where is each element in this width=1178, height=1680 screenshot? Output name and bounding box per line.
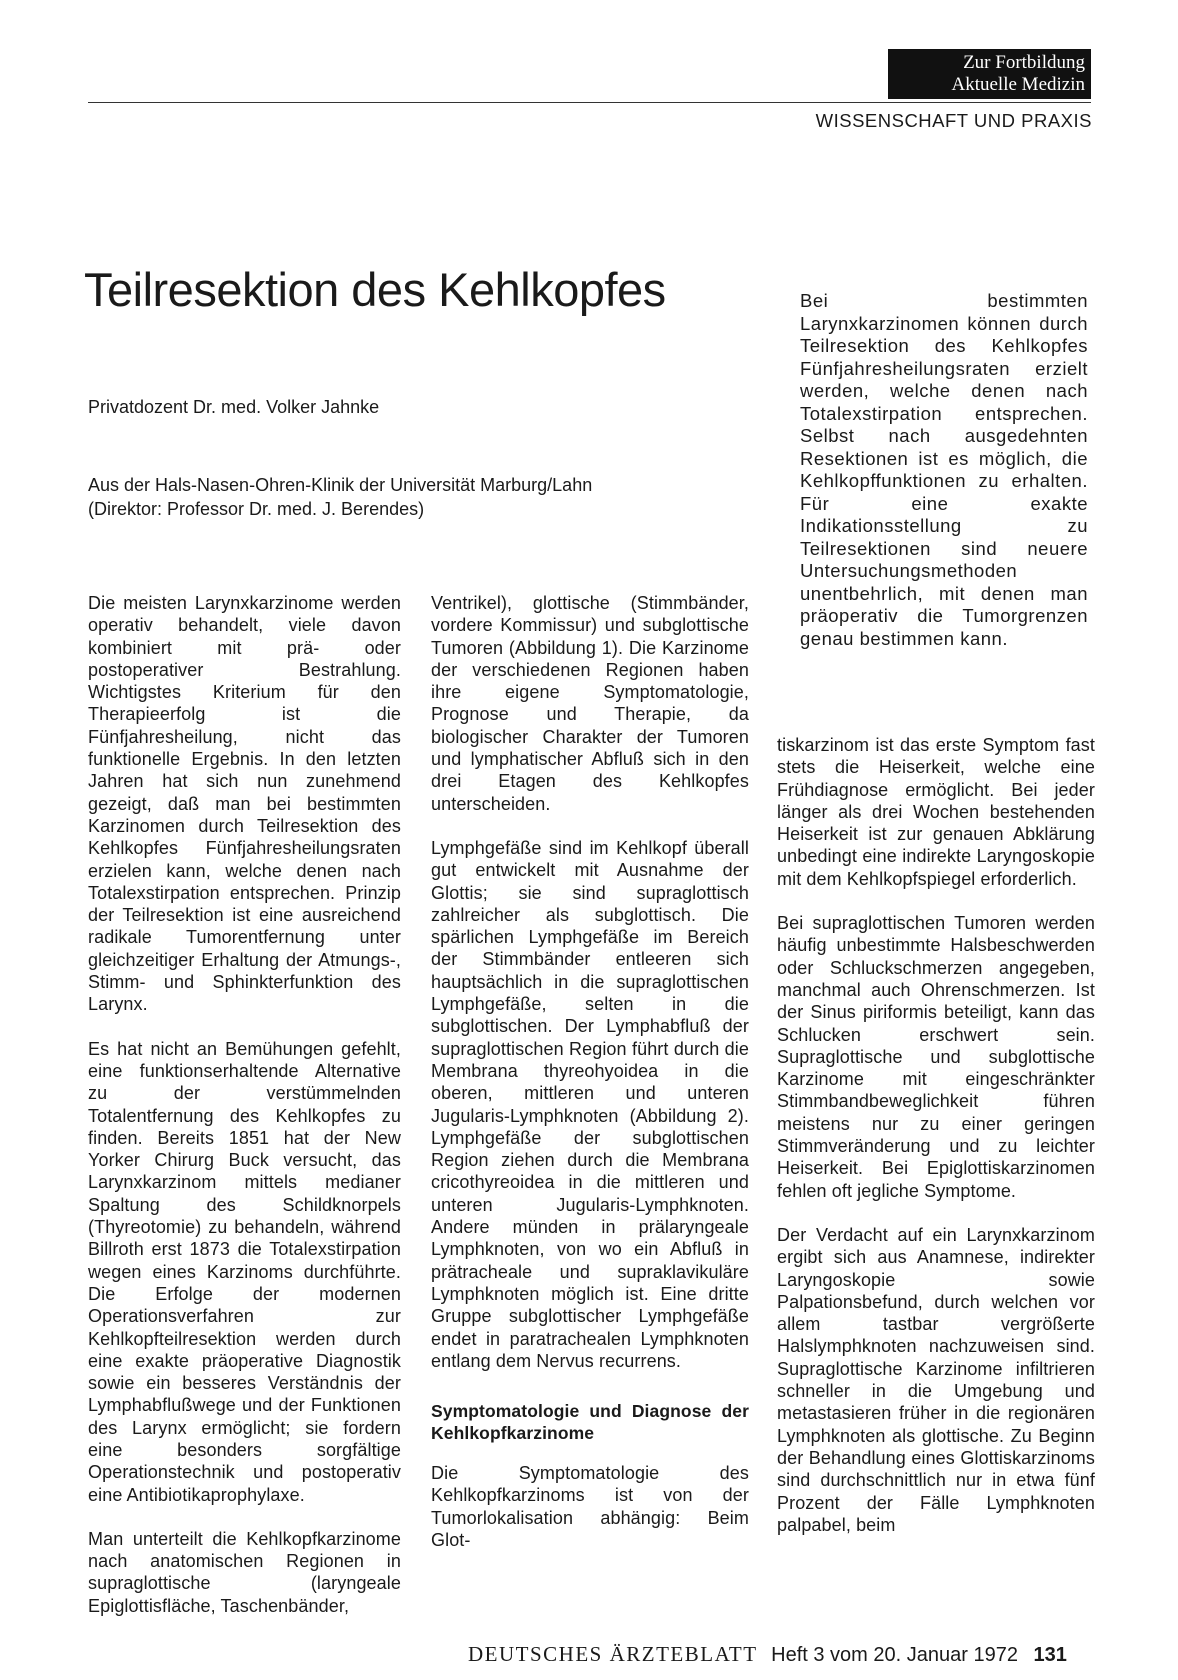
article-title: Teilresektion des Kehlkopfes <box>84 263 666 316</box>
paragraph: Bei supraglottischen Tumoren werden häufig unbestimmte Halsbeschwerden oder Schluckschmerzen angegeben, manchmal auch Ohrenschmerzen. Ist der Sinus piriformis beteiligt, kann das Schlucken erschwert sein. Supraglottische und subglottische Karzinome mit eingeschränkter Stimmbandbeweglichkeit führen meistens nur zu einer geringen Stimmveränderung und zu leichter Heiserkeit. Bei Epiglottiskarzinomen fehlen oft jegliche Symptome. <box>777 913 1095 1201</box>
section-heading: WISSENSCHAFT UND PRAXIS <box>815 110 1092 131</box>
article-abstract: Bei bestimmten Larynxkarzinomen können durch Teilresektion des Kehlkopfes Fünfjahresheilungsraten erzielt werden, welche denen nach Totalexstirpation entsprechen. Selbst nach ausgedehnten Resektionen ist es möglich, die Kehlkopffunktionen zu erhalten. Für eine exakte Indikationsstellung zu Teilresektionen sind neuere Untersuchungsmethoden unentbehrlich, mit denen man präoperativ die Tumorgrenzen genau bestimmen kann. <box>800 290 1088 649</box>
body-column-2 <box>431 592 749 1573</box>
journal-name: DEUTSCHES ÄRZTEBLATT <box>468 1642 758 1666</box>
article-affiliation <box>88 473 592 521</box>
paragraph: Es hat nicht an Bemühungen gefehlt, eine funktionserhaltende Alternative zu der verstümmelnden Totalentfernung des Kehlkopfes zu finden. Bereits 1851 hat der New Yorker Chirurg Buck versucht, das Larynxkarzinom mittels medianer Spaltung des Schildknorpels (Thyreotomie) zu behandeln, während Billroth erst 1873 die Totalexstirpation wegen eines Karzinoms durchführte. Die Erfolge der modernen Operationsverfahren zur Kehlkopfteilresektion werden durch eine exakte präoperative Diagnostik sowie ein besseres Verständnis der Lymphabflußwege und der Funktionen des Larynx ermöglicht; sie fordern eine besonders sorgfältige Operationstechnik und postoperativ eine Antibiotikaprophylaxe. <box>88 1038 401 1505</box>
body-column-3 <box>777 734 1095 1558</box>
page-number: 131 <box>1033 1644 1067 1666</box>
badge-line-2: Aktuelle Medizin <box>951 74 1085 95</box>
page-footer <box>468 1642 1067 1667</box>
paragraph: Die meisten Larynxkarzinome werden operativ behandelt, viele davon kombiniert mit prä- oder postoperativer Bestrahlung. Wichtigstes Kriterium für den Therapieerfolg ist die Fünfjahresheilung, nicht das funktionelle Ergebnis. In den letzten Jahren hat sich nun zunehmend gezeigt, daß man bei bestimmten Karzinomen durch Teilresektion des Kehlkopfes Fünfjahresheilungsraten erzielen kann, welche denen nach Totalexstirpation entsprechen. Prinzip der Teilresektion ist eine ausreichend radikale Tumorentfernung unter gleichzeitiger Erhaltung der Atmungs-, Stimm- und Sphinkterfunktion des Larynx. <box>88 593 401 1015</box>
paragraph: Ventrikel), glottische (Stimmbänder, vordere Kommissur) und subglottische Tumoren (Abbildung 1). Die Karzinome der verschiedenen Regionen haben ihre eigene Symptomatologie, Prognose und Therapie, da biologischer Charakter der Tumoren und lymphatischer Abfluß sich in den drei Etagen des Kehlkopfes unterscheiden. <box>431 593 749 814</box>
header-rule <box>88 102 1091 103</box>
section-badge <box>888 49 1091 99</box>
affiliation-line-2: (Direktor: Professor Dr. med. J. Berendes) <box>88 499 425 519</box>
section-subheading: Symptomatologie und Diagnose der Kehlkopfkarzinome <box>431 1401 749 1444</box>
paragraph: Lymphgefäße sind im Kehlkopf überall gut entwickelt mit Ausnahme der Glottis; sie sind supraglottisch zahlreicher als subglottisch. Die spärlichen Lymphgefäße im Bereich der Stimmbänder entleeren sich hauptsächlich in die supraglottischen Lymphgefäße, selten in die subglottischen. Der Lymphabfluß der supraglottischen Region führt durch die Membrana thyreohyoidea in die oberen, mittleren und unteren Jugularis-Lymphknoten (Abbildung 2). Lymphgefäße der subglottischen Region ziehen durch die Membrana cricothyreoidea in die mittleren und unteren Jugularis-Lymphknoten. Andere münden in prälaryngeale Lymphknoten, von wo ein Abfluß in prätracheale und supraklavikuläre Lymphknoten möglich ist. Eine dritte Gruppe subglottischer Lymphgefäße endet in paratrachealen Lymphknoten entlang dem Nervus recurrens. <box>431 837 749 1371</box>
affiliation-line-1: Aus der Hals-Nasen-Ohren-Klinik der Universität Marburg/Lahn <box>88 475 593 495</box>
paragraph: tiskarzinom ist das erste Symptom fast stets die Heiserkeit, welche eine Frühdiagnose ermöglicht. Bei jeder länger als drei Wochen bestehenden Heiserkeit ist zur genauen Abklärung unbedingt eine indirekte Laryngoskopie mit dem Kehlkopfspiegel erforderlich. <box>777 735 1095 889</box>
paragraph: Die Symptomatologie des Kehlkopfkarzinoms ist von der Tumorlokalisation abhängig: Beim Glot- <box>431 1463 749 1550</box>
body-column-1 <box>88 592 401 1639</box>
paragraph: Man unterteilt die Kehlkopfkarzinome nach anatomischen Regionen in supraglottische (laryngeale Epiglottisfläche, Taschenbänder, <box>88 1528 401 1616</box>
paragraph: Der Verdacht auf ein Larynxkarzinom ergibt sich aus Anamnese, indirekter Laryngoskopie sowie Palpationsbefund, durch welchen vor allem tastbar vergrößerte Halslymphknoten nachzuweisen sind. Supraglottische Karzinome infiltrieren schneller in die Umgebung und metastasieren früher in die regionären Lymphknoten als glottische. Zu Beginn der Behandlung eines Glottiskarzinoms sind durchschnittlich nur in etwa fünf Prozent der Fälle Lymphknoten palpabel, beim <box>777 1224 1095 1535</box>
issue-info: Heft 3 vom 20. Januar 1972 <box>771 1644 1018 1666</box>
article-author: Privatdozent Dr. med. Volker Jahnke <box>88 397 380 417</box>
badge-line-1: Zur Fortbildung <box>963 52 1085 73</box>
